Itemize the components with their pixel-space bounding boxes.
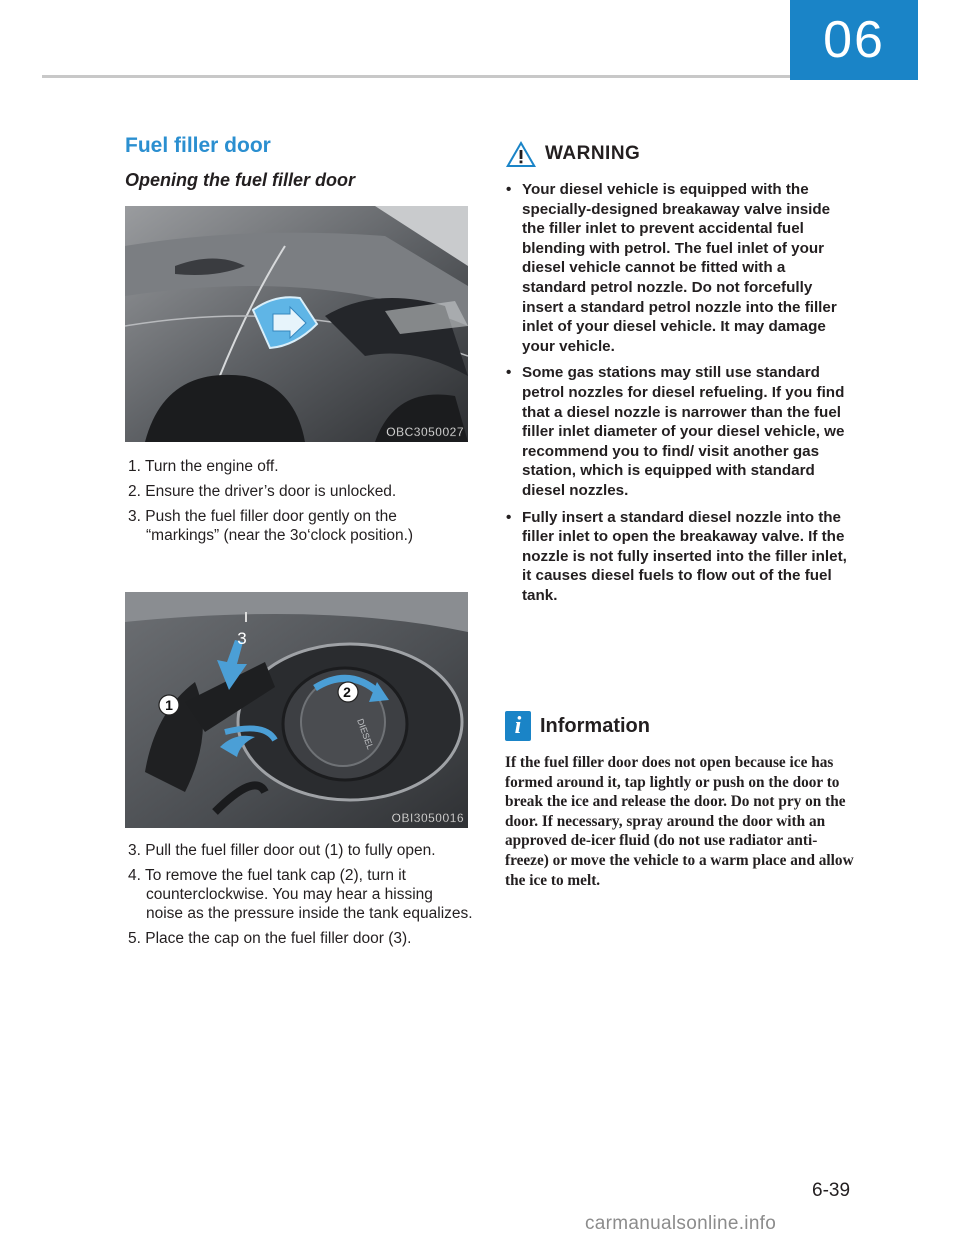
steps-list-cap: [128, 841, 473, 954]
warning-title: WARNING: [545, 143, 641, 164]
car-fuel-door-push-illustration: [125, 206, 468, 442]
callout-1: 1: [165, 697, 173, 713]
warning-header: [505, 140, 640, 168]
warning-triangle-icon: [505, 140, 537, 168]
figure-code: OBI3050016: [391, 811, 464, 825]
callout-3: 3: [237, 629, 247, 648]
header-rule: [42, 75, 790, 78]
list-item: 3. Pull the fuel filler door out (1) to fully open.: [128, 842, 436, 859]
cap-label: DIESEL: [355, 717, 376, 751]
watermark: carmanualsonline.info: [585, 1213, 777, 1234]
list-item: • Your diesel vehicle is equipped with the specially-designed breakaway valve inside the filler inlet to prevent accidental fuel blending with petrol. The fuel inlet of your diesel vehicle cannot be fitted with a standard petrol nozzle. Do not forcefully insert a standard petrol nozzle into the filler inlet of your diesel vehicle. It may damage your vehicle.: [505, 180, 850, 356]
information-title: Information: [540, 714, 650, 737]
list-item: 4. To remove the fuel tank cap (2), turn it counterclockwise. You may hear a hissing noise as the pressure inside the tank equalizes.: [128, 867, 473, 922]
page-number: 6-39: [812, 1180, 851, 1201]
list-item: 5. Place the cap on the fuel filler door (3).: [128, 930, 412, 947]
figure-fuel-cap: [125, 592, 468, 828]
information-header: [505, 711, 650, 741]
warning-list: [505, 180, 850, 612]
subsection-title: Opening the fuel filler door: [125, 170, 356, 190]
chapter-tab: 06: [790, 0, 918, 80]
list-item: 2. Ensure the driver’s door is unlocked.: [128, 483, 397, 500]
fuel-cap-open-illustration: [125, 592, 468, 828]
list-item: • Fully insert a standard diesel nozzle into the filler inlet to open the breakaway valve. If the nozzle is not fully inserted into the filler inlet, it causes diesel fuels to flow out of the fuel tank.: [505, 508, 850, 606]
callout-2: 2: [343, 684, 351, 700]
information-text: If the fuel filler door does not open because ice has formed around it, tap lightly or push on the door to break the ice and release the door. Do not pry on the door. If necessary, spray around the door with an approved de-icer fluid (do not use radiator anti-freeze) or move the vehicle to a warm place and allow the ice to melt.: [505, 754, 854, 889]
steps-list-opening: [128, 457, 473, 551]
figure-fuel-door-location: [125, 206, 468, 442]
section-title: Fuel filler door: [125, 134, 271, 157]
figure-code: OBC3050027: [386, 425, 464, 439]
info-icon: i: [505, 711, 531, 741]
list-item: 3. Push the fuel filler door gently on the “markings” (near the 3o‘clock position.): [128, 508, 414, 544]
list-item: 1. Turn the engine off.: [128, 458, 279, 475]
list-item: • Some gas stations may still use standard petrol nozzles for diesel refueling. If you find that a diesel nozzle is narrower than the fuel filler inlet diameter of your diesel vehicle, we recommend you to find/ visit another gas station, which is equipped with standard diesel nozzles.: [505, 363, 850, 500]
